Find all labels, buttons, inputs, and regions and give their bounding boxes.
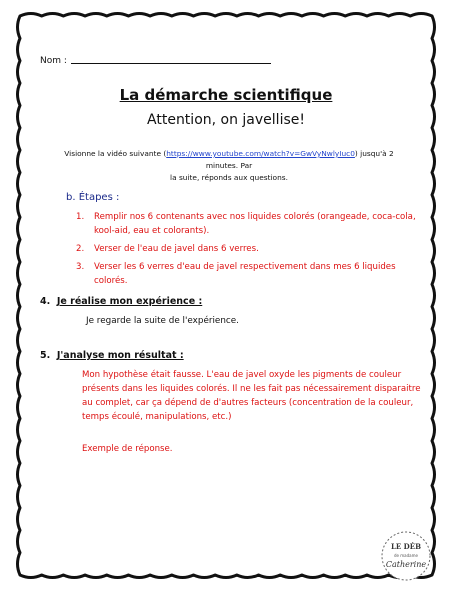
- step-item: [76, 242, 416, 256]
- page-subtitle: Attention, on javellise!: [147, 112, 305, 128]
- section-4-title: Je réalise mon expérience :: [56, 296, 203, 307]
- intro-before: Visionne la vidéo suivante (: [64, 149, 167, 158]
- section-5-number: 5.: [40, 350, 51, 361]
- intro-after: ) jusqu'à 2 minutes. Par: [205, 149, 394, 170]
- steps-list: [76, 210, 416, 292]
- name-underline[interactable]: [71, 63, 271, 64]
- section-4-heading: [40, 296, 202, 307]
- logo-line3: Catherine: [385, 560, 427, 569]
- name-label: Nom :: [40, 56, 67, 66]
- brand-logo: [374, 530, 438, 582]
- step-number: 1.: [76, 212, 85, 222]
- page-title: La démarche scientifique: [119, 86, 333, 104]
- intro-line2: la suite, réponds aux questions.: [170, 173, 288, 182]
- logo-line2: de madame: [394, 553, 418, 558]
- step-item: [76, 210, 416, 238]
- logo-badge: [374, 530, 438, 582]
- section-5-title: J'analyse mon résultat :: [56, 350, 184, 361]
- worksheet: [24, 20, 428, 570]
- step-text: Remplir nos 6 contenants avec nos liquides colorés (orangeade, coca-cola, kool-aid, eau et colorants).: [94, 212, 416, 236]
- section-4-number: 4.: [40, 296, 51, 307]
- section-b-label: b. Étapes :: [66, 192, 120, 203]
- intro-paragraph: [54, 148, 404, 184]
- video-link[interactable]: https://www.youtube.com/watch?v=GwVyNwlyIuc0: [166, 149, 355, 158]
- step-number: 3.: [76, 262, 85, 272]
- step-item: [76, 260, 416, 288]
- section-5-example: Exemple de réponse.: [82, 444, 173, 454]
- section-5-answer: Mon hypothèse était fausse. L'eau de javel oxyde les pigments de couleur présents dans les liquides colorés. Il ne les fait pas nécessairement disparaitre au complet, car ça dépend de d'autres facteurs (concentration de la couleur, temps écoulé, manipulations, etc.): [82, 370, 421, 422]
- logo-line1: LE DÉB: [390, 542, 422, 551]
- section-4-text: Je regarde la suite de l'expérience.: [86, 316, 239, 326]
- name-field[interactable]: [40, 56, 271, 66]
- step-text: Verser de l'eau de javel dans 6 verres.: [94, 244, 259, 254]
- section-5-heading: [40, 350, 184, 361]
- step-text: Verser les 6 verres d'eau de javel respectivement dans mes 6 liquides colorés.: [94, 262, 396, 286]
- step-number: 2.: [76, 244, 85, 254]
